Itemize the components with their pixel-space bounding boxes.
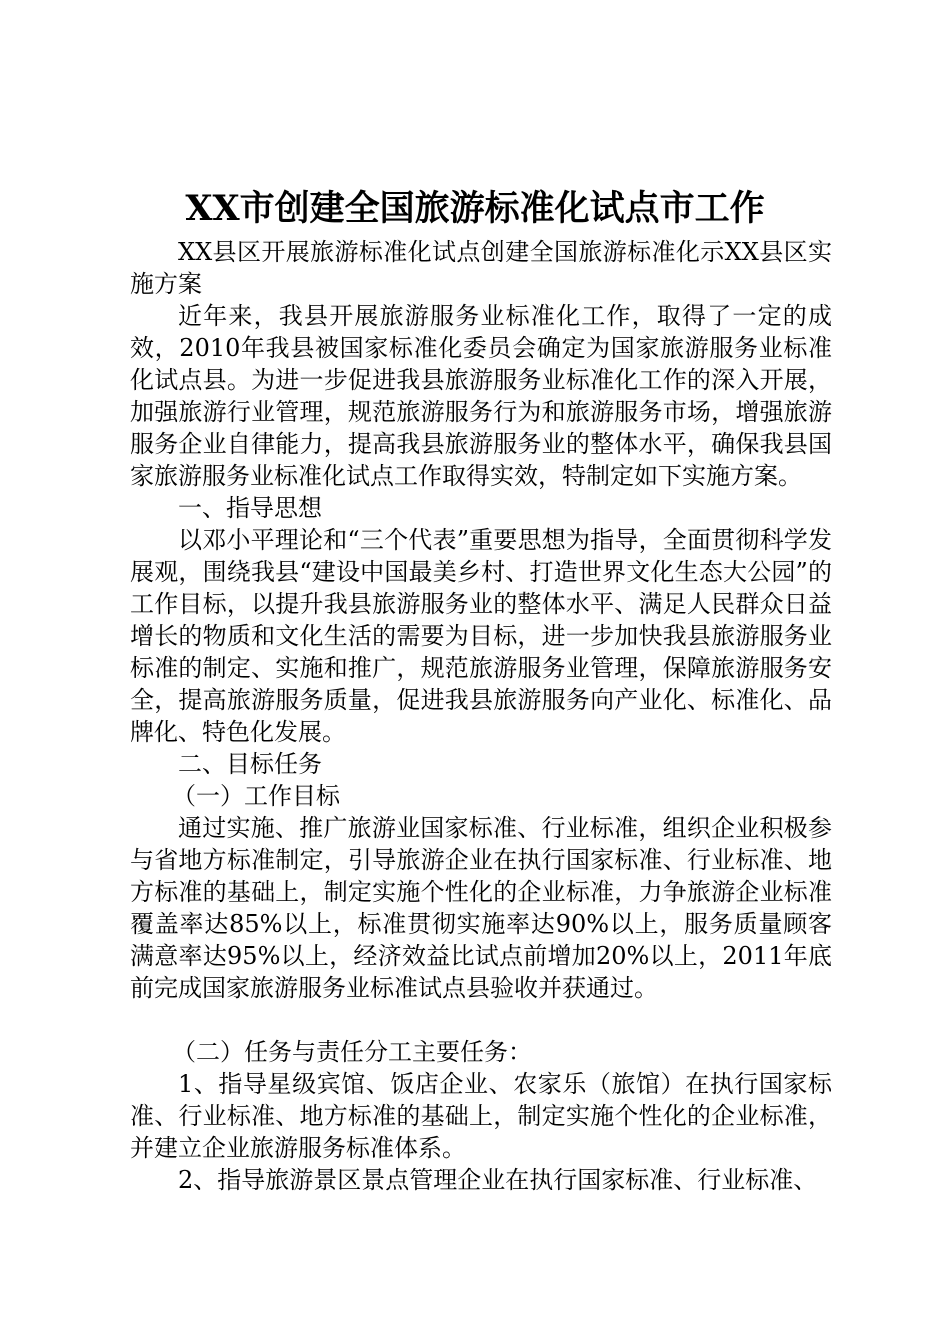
section-heading-goals-tasks: 二、目标任务 <box>178 750 322 778</box>
list-item-task-1: 1、指导星级宾馆、饭店企业、农家乐（旅馆）在执行国家标准、行业标准、地方标准的基础上，制定实施个性化的企业标准，并建立企业旅游服务标准体系。 <box>130 1070 832 1162</box>
document-title: XX市创建全国旅游标准化试点市工作 <box>185 188 765 229</box>
paragraph-background: 近年来，我县开展旅游服务业标准化工作，取得了一定的成效，2010年我县被国家标准化委员会确定为国家旅游服务业标准化试点县。为进一步促进我县旅游服务业标准化工作的深入开展，加强旅游行业管理，规范旅游服务行为和旅游服务市场，增强旅游服务企业自律能力，提高我县旅游服务业的整体水平，确保我县国家旅游服务业标准化试点工作取得实效，特制定如下实施方案。 <box>130 302 832 490</box>
section-heading-guiding-ideology: 一、指导思想 <box>178 494 322 522</box>
list-item-task-2: 2、指导旅游景区景点管理企业在执行国家标准、行业标准、 <box>178 1166 818 1194</box>
document-body <box>130 236 832 1196</box>
subsection-heading-work-goals: （一）工作目标 <box>172 782 340 810</box>
paragraph-work-goals: 通过实施、推广旅游业国家标准、行业标准，组织企业积极参与省地方标准制定，引导旅游企业在执行国家标准、行业标准、地方标准的基础上，制定实施个性化的企业标准，力争旅游企业标准覆盖率达85%以上，标准贯彻实施率达90%以上，服务质量顾客满意率达95%以上，经济效益比试点前增加20%以上，2011年底前完成国家旅游服务业标准试点县验收并获通过。 <box>130 814 832 1002</box>
paragraph-spacer <box>130 1004 832 1036</box>
subsection-heading-tasks: （二）任务与责任分工主要任务： <box>172 1038 532 1066</box>
paragraph-intro-heading: XX县区开展旅游标准化试点创建全国旅游标准化示XX县区实施方案 <box>130 238 832 298</box>
paragraph-guiding-ideology: 以邓小平理论和“三个代表”重要思想为指导，全面贯彻科学发展观，围绕我县“建设中国最美乡村、打造世界文化生态大公园”的工作目标，以提升我县旅游服务业的整体水平、满足人民群众日益增长的物质和文化生活的需要为目标，进一步加快我县旅游服务业标准的制定、实施和推广，规范旅游服务业管理，保障旅游服务安全，提高旅游服务质量，促进我县旅游服务向产业化、标准化、品牌化、特色化发展。 <box>130 526 832 746</box>
